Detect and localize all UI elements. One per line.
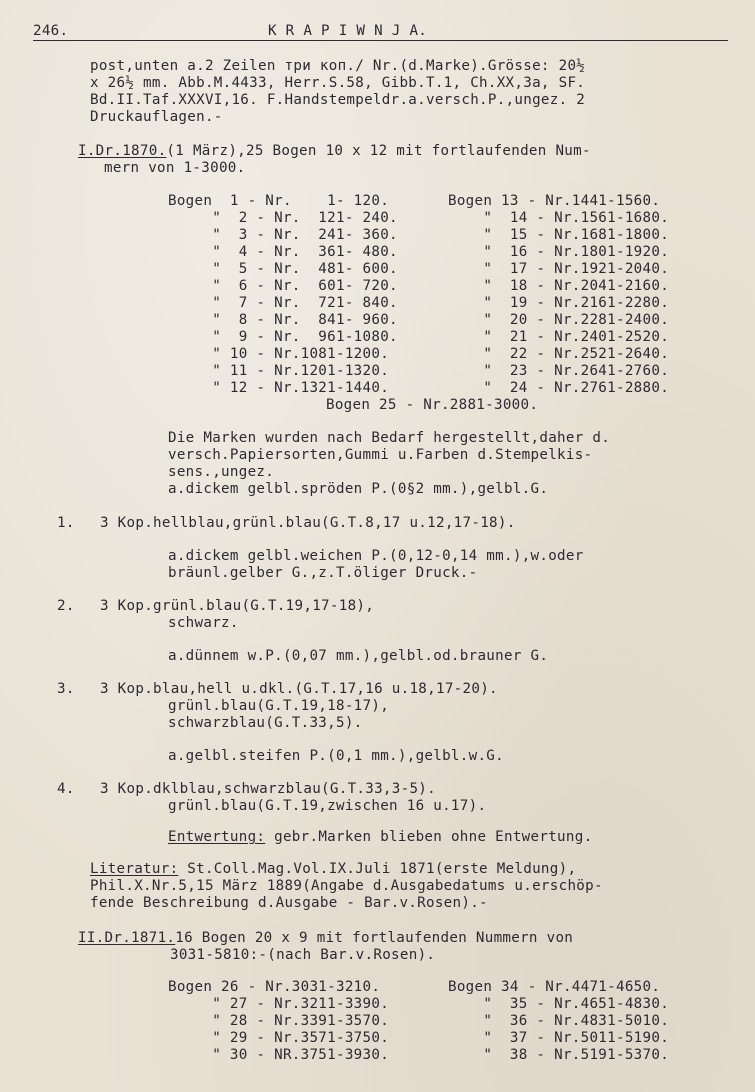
second-printing-label: II.Dr.1871. — [78, 930, 176, 946]
entry-number: 4. — [57, 781, 75, 797]
entry-number: 1. — [57, 515, 75, 531]
entry-sub: a.dickem gelbl.weichen P.(0,12-0,14 mm.),w.oder — [168, 548, 584, 564]
entry-line: 3 Kop.grünl.blau(G.T.19,17-18), — [100, 598, 375, 614]
entry-cont: grünl.blau(G.T.19,18-17), — [168, 698, 390, 714]
literature-label: Literatur: — [90, 861, 179, 877]
sheet-row-left: " 7 - Nr. 721- 840. — [168, 295, 398, 311]
sheet-row-left: " 5 - Nr. 481- 600. — [168, 261, 398, 277]
sheet-row-right: " 19 - Nr.2161-2280. — [448, 295, 670, 311]
sheet-row-right: " 23 - Nr.2641-2760. — [448, 363, 670, 379]
sheet-row-right: " 15 - Nr.1681-1800. — [448, 227, 670, 243]
sheet-row-right: " 36 - Nr.4831-5010. — [448, 1013, 670, 1029]
sheet-row-right: " 17 - Nr.1921-2040. — [448, 261, 670, 277]
entry-line: 3 Kop.blau,hell u.dkl.(G.T.17,16 u.18,17-20). — [100, 681, 498, 697]
sheet-row-right: " 37 - Nr.5011-5190. — [448, 1030, 670, 1046]
note-line: versch.Papiersorten,Gummi u.Farben d.Stempelkis- — [168, 447, 593, 463]
sheet-row-left: " 30 - NR.3751-3930. — [168, 1047, 390, 1063]
sheet-row-right: Bogen 13 - Nr.1441-1560. — [448, 193, 661, 209]
literature-line: Phil.X.Nr.5,15 März 1889(Angabe d.Ausgabedatums u.erschöp- — [90, 878, 603, 894]
note-line: a.dickem gelbl.spröden P.(0§2 mm.),gelbl.G. — [168, 481, 549, 497]
entry-line: 3 Kop.hellblau,grünl.blau(G.T.8,17 u.12,17-18). — [100, 515, 516, 531]
sheet-row-left: " 6 - Nr. 601- 720. — [168, 278, 398, 294]
second-printing-line — [78, 930, 573, 947]
intro-line: x 26½ mm. Abb.M.4433, Herr.S.58, Gibb.T.1, Ch.XX,3a, SF. — [90, 75, 586, 91]
intro-line: Druckauflagen.- — [90, 109, 223, 125]
sheet-row-left: " 8 - Nr. 841- 960. — [168, 312, 398, 328]
sheet-row-right: " 16 - Nr.1801-1920. — [448, 244, 670, 260]
page-number: 246. — [33, 23, 69, 39]
intro-line: Bd.II.Taf.XXXVI,16. F.Handstempeldr.a.versch.P.,ungez. 2 — [90, 92, 586, 108]
sheet-row-left: " 2 - Nr. 121- 240. — [168, 210, 398, 226]
sheet-row-right: " 20 - Nr.2281-2400. — [448, 312, 670, 328]
entry-cont: grünl.blau(G.T.19,zwischen 16 u.17). — [168, 798, 487, 814]
sheet-row-right: " 38 - Nr.5191-5370. — [448, 1047, 670, 1063]
cancellation-line — [168, 829, 592, 846]
entry-sub: bräunl.gelber G.,z.T.öliger Druck.- — [168, 565, 478, 581]
sheet-row-right: " 24 - Nr.2761-2880. — [448, 380, 670, 396]
sheet-row-right: " 22 - Nr.2521-2640. — [448, 346, 670, 362]
intro-line: post,unten a.2 Zeilen три коп./ Nr.(d.Marke).Grösse: 20½ — [90, 58, 586, 74]
sheet-row-left: " 9 - Nr. 961-1080. — [168, 329, 398, 345]
sheet-row-right: " 35 - Nr.4651-4830. — [448, 996, 670, 1012]
sheet-row-left: " 12 - Nr.1321-1440. — [168, 380, 390, 396]
entry-sub: a.gelbl.steifen P.(0,1 mm.),gelbl.w.G. — [168, 748, 504, 764]
sheet-row-left: Bogen 1 - Nr. 1- 120. — [168, 193, 390, 209]
entry-sub: a.dünnem w.P.(0,07 mm.),gelbl.od.brauner G. — [168, 648, 549, 664]
literature-line — [90, 861, 576, 878]
sheet-row-right: Bogen 34 - Nr.4471-4650. — [448, 979, 661, 995]
first-printing-label: I.Dr.1870. — [78, 143, 167, 159]
entry-cont: schwarz. — [168, 615, 239, 631]
note-line: Die Marken wurden nach Bedarf hergestellt,daher d. — [168, 430, 611, 446]
first-printing-text: (1 März),25 Bogen 10 x 12 mit fortlaufenden Num- — [166, 143, 591, 159]
page-title: K R A P I W N J A. — [268, 23, 428, 39]
first-printing-cont: mern von 1-3000. — [104, 160, 246, 176]
entry-cont: schwarzblau(G.T.33,5). — [168, 715, 363, 731]
literature-text: St.Coll.Mag.Vol.IX.Juli 1871(erste Meldung), — [178, 861, 577, 877]
literature-line: fende Beschreibung d.Ausgabe - Bar.v.Rosen).- — [90, 895, 488, 911]
sheet-row-left: " 4 - Nr. 361- 480. — [168, 244, 398, 260]
sheet-row-left: " 29 - Nr.3571-3750. — [168, 1030, 390, 1046]
second-printing-cont: 3031-5810:-(nach Bar.v.Rosen). — [170, 947, 436, 963]
sheet-row-left: " 10 - Nr.1081-1200. — [168, 346, 390, 362]
first-printing-line — [78, 143, 591, 160]
sheet-row-left: " 27 - Nr.3211-3390. — [168, 996, 390, 1012]
entry-number: 2. — [57, 598, 75, 614]
sheet-row-right: " 21 - Nr.2401-2520. — [448, 329, 670, 345]
cancellation-text: gebr.Marken blieben ohne Entwertung. — [265, 829, 593, 845]
sheet-row-left: " 28 - Nr.3391-3570. — [168, 1013, 390, 1029]
header-rule — [33, 40, 728, 41]
sheet-table-1-last: Bogen 25 - Nr.2881-3000. — [326, 397, 539, 413]
note-line: sens.,ungez. — [168, 464, 275, 480]
sheet-row-left: " 11 - Nr.1201-1320. — [168, 363, 390, 379]
second-printing-text: 16 Bogen 20 x 9 mit fortlaufenden Nummern von — [175, 930, 574, 946]
sheet-row-right: " 18 - Nr.2041-2160. — [448, 278, 670, 294]
cancellation-label: Entwertung: — [168, 829, 266, 845]
sheet-row-right: " 14 - Nr.1561-1680. — [448, 210, 670, 226]
entry-line: 3 Kop.dklblau,schwarzblau(G.T.33,3-5). — [100, 781, 436, 797]
sheet-row-left: Bogen 26 - Nr.3031-3210. — [168, 979, 381, 995]
sheet-row-left: " 3 - Nr. 241- 360. — [168, 227, 398, 243]
entry-number: 3. — [57, 681, 75, 697]
